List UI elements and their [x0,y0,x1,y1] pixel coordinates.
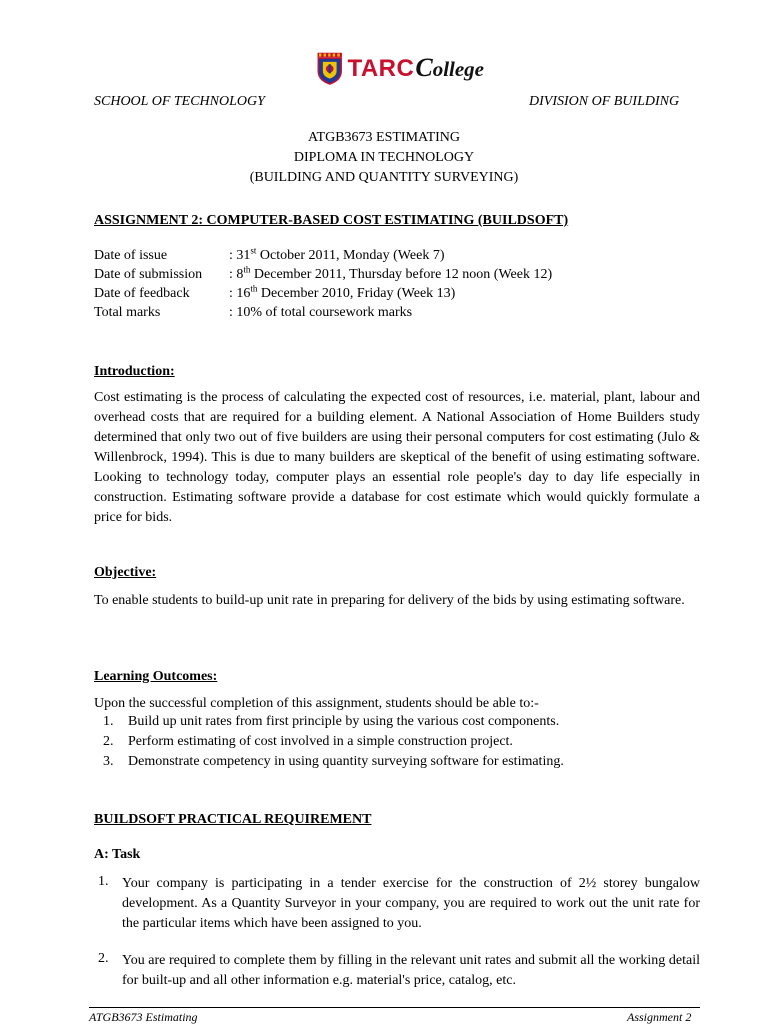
logo-tarc-text: TARC [347,55,415,82]
footer-divider [89,1007,700,1008]
detail-value: : 8th December 2011, Thursday before 12 noon (Week 12) [229,264,553,282]
diploma-title: DIPLOMA IN TECHNOLOGY [293,150,475,165]
college-logo [316,44,484,92]
school-name: SCHOOL OF TECHNOLOGY [94,94,265,109]
detail-label: Total marks [94,305,161,320]
task-item: Your company is participating in a tender exercise for the construction of 2½ storey bungalow development. As a Quantity Surveyor in your company, you are required to work out the unit rate for the particular items which have been assigned to you. [122,876,700,931]
specialisation-title: (BUILDING AND QUANTITY SURVEYING) [249,170,519,185]
list-item-number: 1. [103,714,114,729]
detail-value: : 31st October 2011, Monday (Week 7) [229,245,445,263]
objective-body: To enable students to build-up unit rate in preparing for delivery of the bids by using estimating software. [94,593,685,608]
detail-label: Date of submission [94,267,203,282]
objective-heading: Objective: [94,565,157,580]
list-item: Perform estimating of cost involved in a simple construction project. [128,734,513,749]
introduction-body: Cost estimating is the process of calculating the expected cost of resources, i.e. material, plant, labour and overhead costs that are required for a building element. A National Association of Home Builders study determined that only two out of five builders are using their personal computers for cost estimating (Julo & Willenbrock, 1994). This is due to many builders are skeptical of the benefit of using estimating software. Looking to technology today, computer plays an essential role people's day to day life especially in construction. Estimating software provide a database for cost estimate which would quickly formulate a price for bids. [94,390,700,525]
task-number: 2. [98,951,109,966]
footer-course: ATGB3673 Estimating [89,1010,198,1024]
division-name: DIVISION OF BUILDING [529,94,680,109]
detail-label: Date of feedback [94,286,190,301]
learning-outcomes-intro: Upon the successful completion of this assignment, students should be able to:- [94,696,539,711]
list-item: Build up unit rates from first principle by using the various cost components. [128,714,560,729]
detail-label: Date of issue [94,248,168,263]
crest-icon [316,46,343,90]
course-code-title: ATGB3673 ESTIMATING [307,130,461,145]
logo-college-text: College [415,53,484,82]
list-item-number: 2. [103,734,114,749]
assignment-title: ASSIGNMENT 2: COMPUTER-BASED COST ESTIMATING (BUILDSOFT) [94,213,569,228]
task-heading: A: Task [94,847,141,862]
footer-assignment: Assignment 2 [627,1010,692,1024]
task-item: You are required to complete them by filling in the relevant unit rates and submit all the working detail for built-up and all other information e.g. material's price, catalog, etc. [122,953,700,988]
introduction-heading: Introduction: [94,364,175,379]
detail-value: : 10% of total coursework marks [229,305,413,320]
detail-value: : 16th December 2010, Friday (Week 13) [229,283,456,301]
learning-outcomes-heading: Learning Outcomes: [94,669,218,684]
task-number: 1. [98,874,109,889]
practical-heading: BUILDSOFT PRACTICAL REQUIREMENT [94,812,372,827]
list-item: Demonstrate competency in using quantity surveying software for estimating. [128,754,564,769]
list-item-number: 3. [103,754,114,769]
